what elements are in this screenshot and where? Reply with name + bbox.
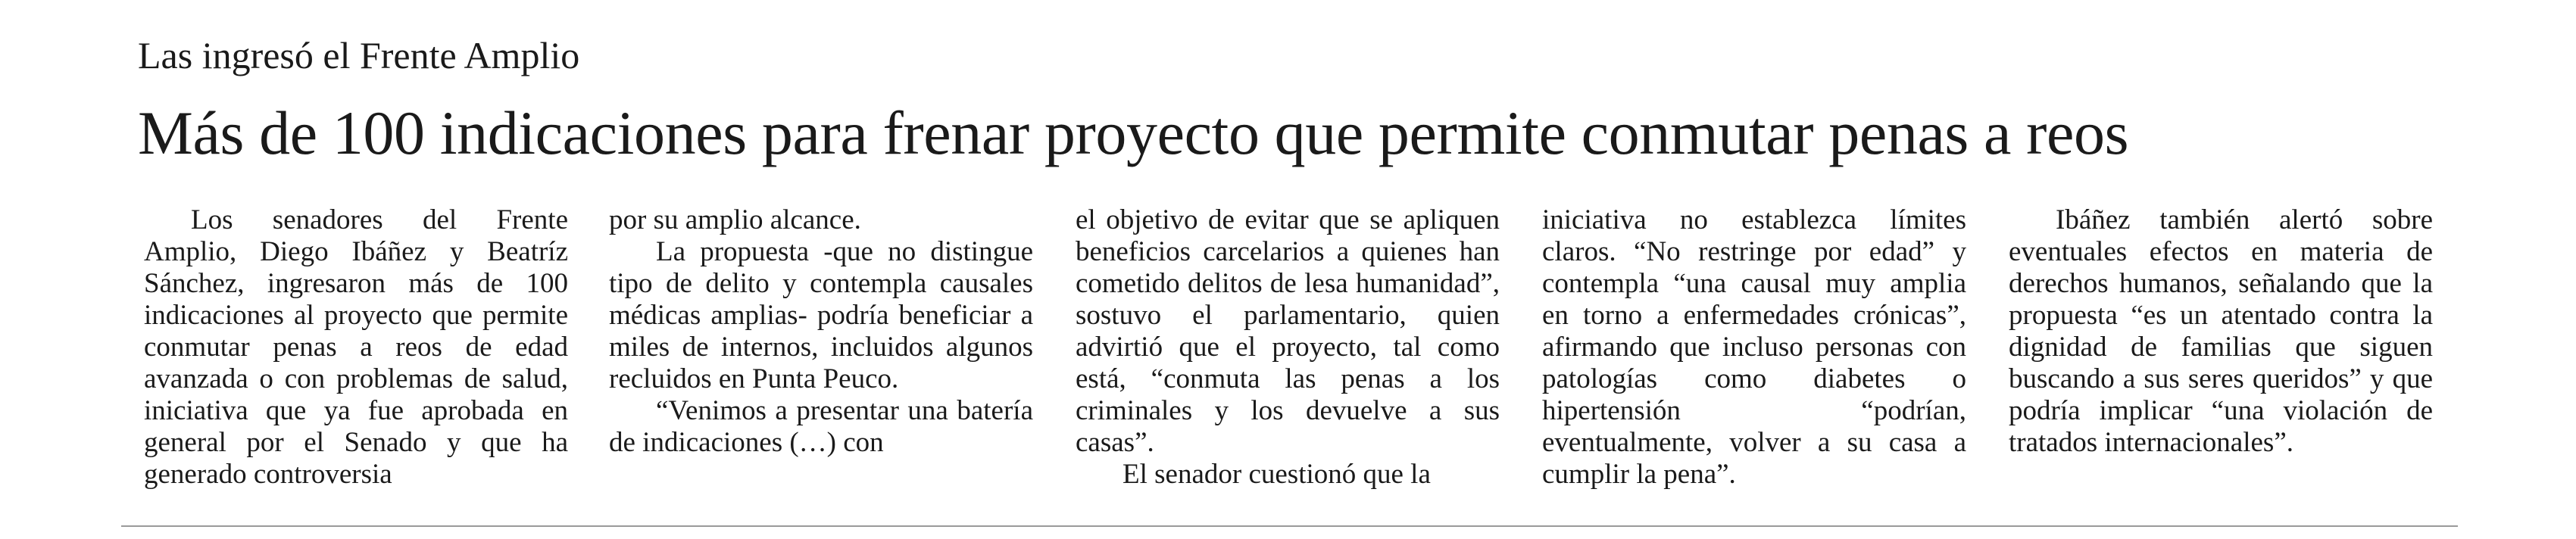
body-paragraph: El senador cuestionó que la	[1123, 459, 1431, 490]
body-paragraph: Ibáñez también alertó sobre eventuales efectos en materia de derechos humanos, señalando que la propuesta “es un atentado contra la dignidad de familias que siguen buscando a sus seres queridos” y que podría implicar “una violación de tratados internacionales”.	[2009, 204, 2433, 458]
body-paragraph: iniciativa no establezca límites claros. “No restringe por edad” y contempla “una causal muy amplia en torno a enfermedades crónicas”, afirmando que incluso personas con patologías como diabetes o hipertensión “podrían, eventualmente, volver a su casa a cumplir la pena”.	[1542, 204, 1966, 490]
body-paragraph: el objetivo de evitar que se apliquen beneficios carcelarios a quienes han cometido delitos de lesa humanidad”, sostuvo el parlamentario, quien advirtió que el proyecto, tal como está, “conmuta las penas a los criminales y los devuelve a sus casas”.	[1076, 204, 1500, 458]
article-column-1	[144, 204, 568, 491]
body-paragraph: “Venimos a presentar una batería de indicaciones (…) con	[609, 395, 1033, 458]
article-headline: Más de 100 indicaciones para frenar proyecto que permite conmutar penas a reos	[138, 98, 2129, 167]
bottom-divider	[121, 525, 2458, 527]
article-column-5	[2009, 204, 2433, 459]
body-paragraph: Los senadores del Frente Amplio, Diego Ibáñez y Beatríz Sánchez, ingresaron más de 100 indicaciones al proyecto que permite conmutar penas a reos de edad avanzada o con problemas de salud, iniciativa que ya fue aprobada en general por el Senado y que ha generado controversia	[144, 204, 568, 490]
article-kicker: Las ingresó el Frente Amplio	[138, 34, 580, 76]
body-paragraph: por su amplio alcance.	[609, 204, 861, 235]
article-column-4	[1542, 204, 1966, 491]
body-paragraph: La propuesta -que no distingue tipo de delito y contempla causales médicas amplias- podría beneficiar a miles de internos, incluidos algunos recluidos en Punta Peuco.	[609, 236, 1033, 394]
article-column-3	[1076, 204, 1500, 491]
article-column-2	[609, 204, 1033, 459]
